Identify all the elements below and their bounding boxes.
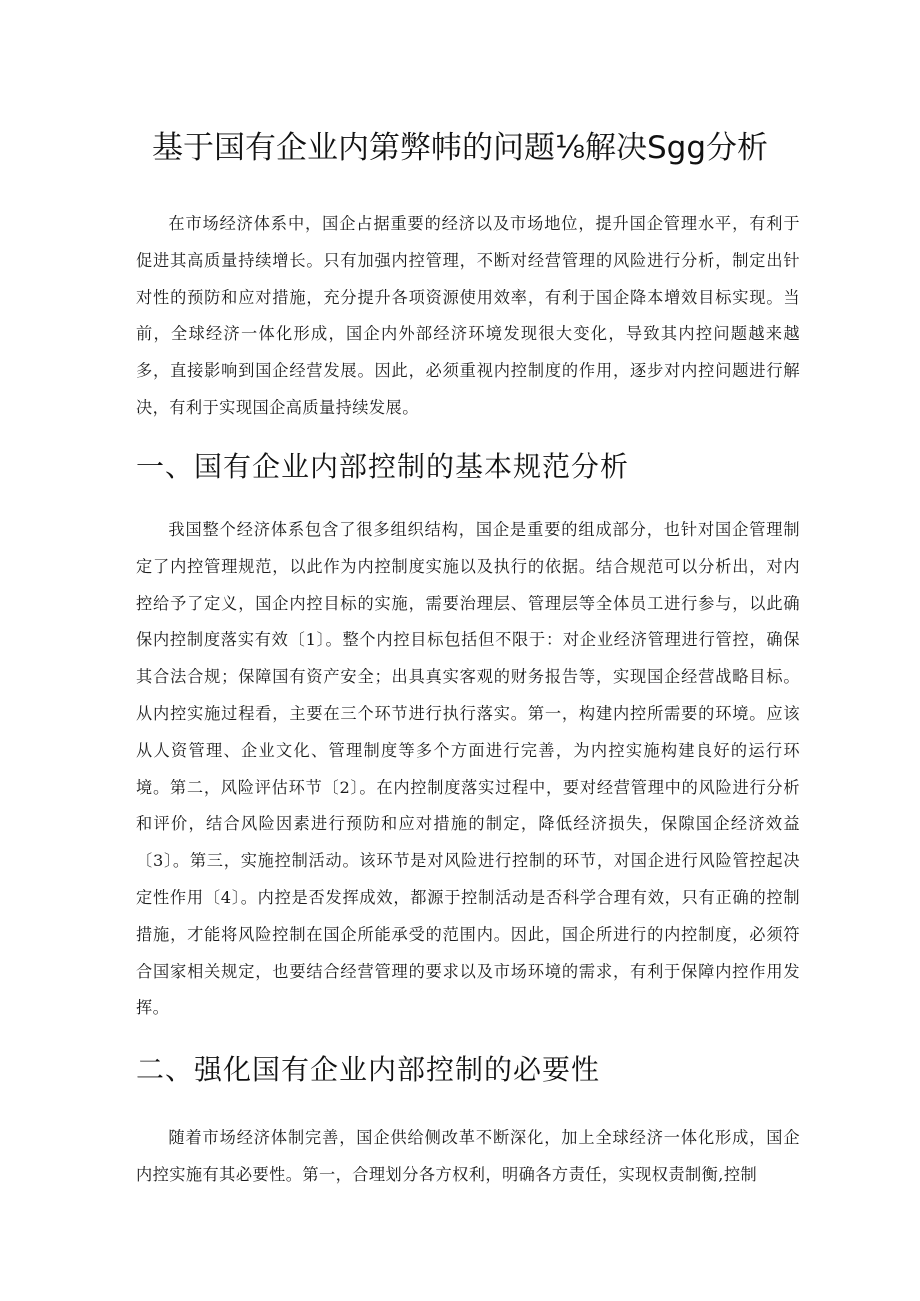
section-2-paragraph: 随着市场经济体制完善，国企供给侧改革不断深化，加上全球经济一体化形成，国企内控实施有其必要性。第一，合理划分各方权利，明确各方责任，实现权责制衡,控制 xyxy=(136,1128,800,1184)
intro-paragraph: 在市场经济体系中，国企占据重要的经济以及市场地位，提升国企管理水平，有利于促进其高质量持续增长。只有加强内控管理，不断对经营管理的风险进行分析，制定出针对性的预防和应对措施，充分提升各项资源使用效率，有利于国企降本增效目标实现。当前，全球经济一体化形成，国企内外部经济环境发现很大变化，导致其内控问题越来越多，直接影响到国企经营发展。因此，必须重视内控制度的作用，逐步对内控问题进行解决，有利于实现国企高质量持续发展。 xyxy=(136,214,800,417)
section-1-heading: 一、国有企业内部控制的基本规范分析 xyxy=(136,450,630,483)
section-1-paragraph: 我国整个经济体系包含了很多组织结构，国企是重要的组成部分，也针对国企管理制定了内控管理规范，以此作为内控制度实施以及执行的依据。结合规范可以分析出，对内控给予了定义，国企内控目标的实施，需要治理层、管理层等全体员工进行参与，以此确保内控制度落实有效〔1〕。整个内控目标包括但不限于：对企业经济管理进行管控，确保其合法合规；保障国有资产安全；出具真实客观的财务报告等，实现国企经营战略目标。从内控实施过程看，主要在三个环节进行执行落实。第一，构建内控所需要的环境。应该从人资管理、企业文化、管理制度等多个方面进行完善，为内控实施构建良好的运行环境。第二，风险评估环节〔2〕。在内控制度落实过程中，要对经营管理中的风险进行分析和评价，结合风险因素进行预防和应对措施的制定，降低经济损失，保隙国企经济效益〔3〕。第三，实施控制活动。该环节是对风险进行控制的环节，对国企进行风险管控起决定性作用〔4〕。内控是否发挥成效，都源于控制活动是否科学合理有效，只有正确的控制措施，才能将风险控制在国企所能承受的范围内。因此，国企所进行的内控制度，必须符合国家相关规定，也要结合经营管理的要求以及市场环境的需求，有利于保障内控作用发挥。 xyxy=(136,520,800,1018)
document-title: 基于国有企业内第弊帏的问题⅛解决Sgg分析 xyxy=(151,130,769,166)
section-2-heading: 二、强化国有企业内部控制的必要性 xyxy=(136,1053,601,1086)
